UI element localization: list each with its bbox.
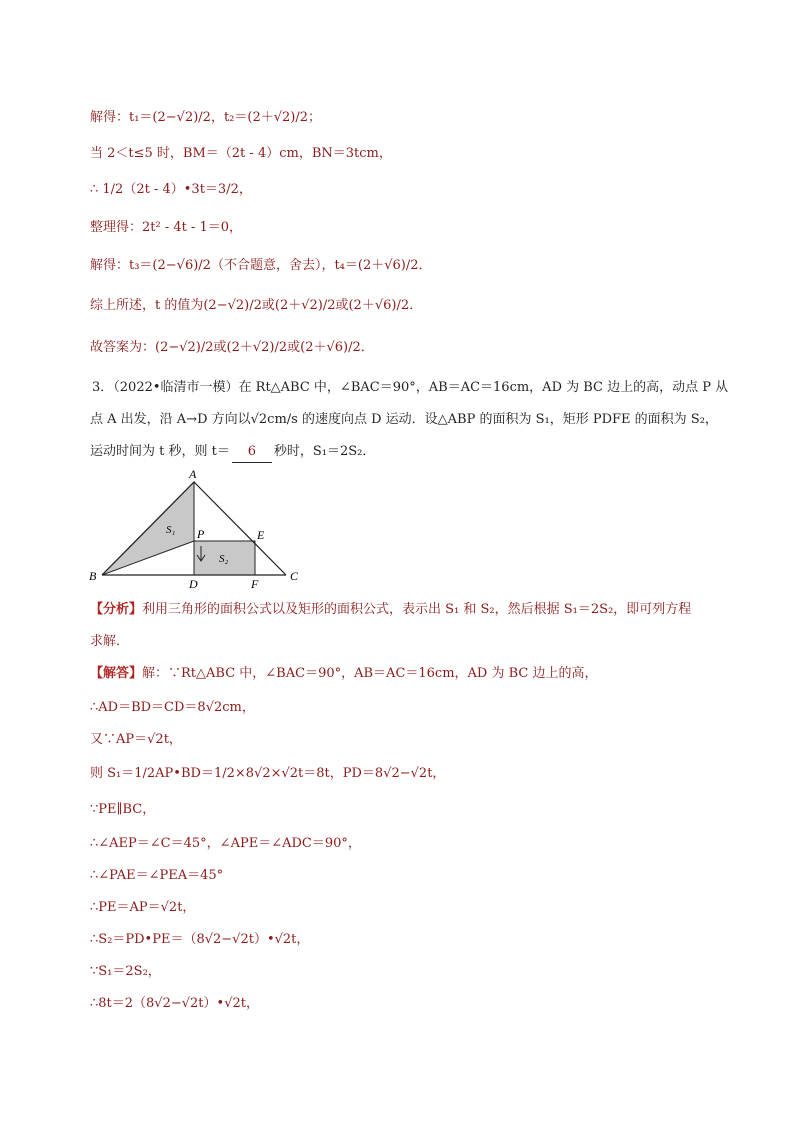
answer-line: ∴∠AEP＝∠C＝45°，∠APE＝∠ADC＝90°， [90,836,361,851]
solution-line: 综上所述，t 的值为(2−√2)/2或(2＋√2)/2或(2＋√6)/2． [90,298,423,313]
analysis-text: 利用三角形的面积公式以及矩形的面积公式，表示出 S₁ 和 S₂，然后根据 S₁＝2S₂，即可列方程 [142,602,692,617]
label-p: P [197,527,205,541]
triangle-figure [88,464,308,589]
label-b: B [89,569,97,583]
label-s1: S₁ [166,524,176,536]
label-a: A [189,467,197,481]
solution-line: 解得：t₁＝(2−√2)/2，t₂＝(2＋√2)/2； [90,110,322,125]
answer-line: ∵PE∥BC， [90,802,156,817]
solution-line: 整理得：2t² - 4t - 1＝0， [90,220,243,235]
label-s2: S₂ [219,553,229,565]
answer-line [90,664,598,684]
problem-text: 运动时间为 t 秒，则 t＝ [90,444,230,459]
answer-blank: 6 [232,442,272,463]
analysis-line: 求解． [90,634,130,649]
answer-text: 解：∵Rt△ABC 中，∠BAC＝90°，AB＝AC＝16cm，AD 为 BC 边上的高， [142,666,598,681]
analysis-line [90,600,691,620]
solution-line: 当 2＜t≤5 时，BM＝（2t - 4）cm，BN＝3tcm， [90,146,392,161]
solution-line: 故答案为：(2−√2)/2或(2＋√2)/2或(2＋√6)/2． [90,340,374,355]
answer-line: ∴S₂＝PD•PE＝（8√2−√2t）•√2t， [90,932,310,947]
answer-line: ∵S₁＝2S₂， [90,964,161,979]
label-d: D [189,577,198,589]
analysis-tag: 【分析】 [90,602,143,617]
answer-line: ∴PE＝AP＝√2t， [90,900,196,915]
solution-line: 解得：t₃＝(2−√6)/2（不合题意，舍去），t₄＝(2＋√6)/2． [90,258,432,273]
problem-statement: 3．（2022•临清市一模）在 Rt△ABC 中，∠BAC＝90°，AB＝AC＝16cm，AD 为 BC 边上的高，动点 P 从 [92,380,729,395]
problem-statement [90,442,375,463]
answer-tag: 【解答】 [90,666,143,681]
answer-line: 又∵AP＝√2t， [90,732,182,747]
label-f: F [251,577,259,589]
answer-line: ∴AD＝BD＝CD＝8√2cm， [90,700,255,715]
answer-line: ∴8t＝2（8√2−√2t）•√2t， [90,996,259,1011]
label-e: E [257,528,265,542]
label-c: C [290,569,299,583]
answer-line: ∴∠PAE＝∠PEA＝45° [90,868,224,883]
problem-statement: 点 A 出发，沿 A→D 方向以√2cm/s 的速度向点 D 运动．设△ABP 的面积为 S₁，矩形 PDFE 的面积为 S₂， [90,412,718,427]
solution-line: ∴ 1/2（2t - 4）•3t＝3/2， [90,182,252,197]
answer-line: 则 S₁＝1/2AP•BD＝1/2×8√2×√2t＝8t，PD＝8√2−√2t， [90,766,446,781]
problem-text: 秒时，S₁＝2S₂． [273,444,376,459]
